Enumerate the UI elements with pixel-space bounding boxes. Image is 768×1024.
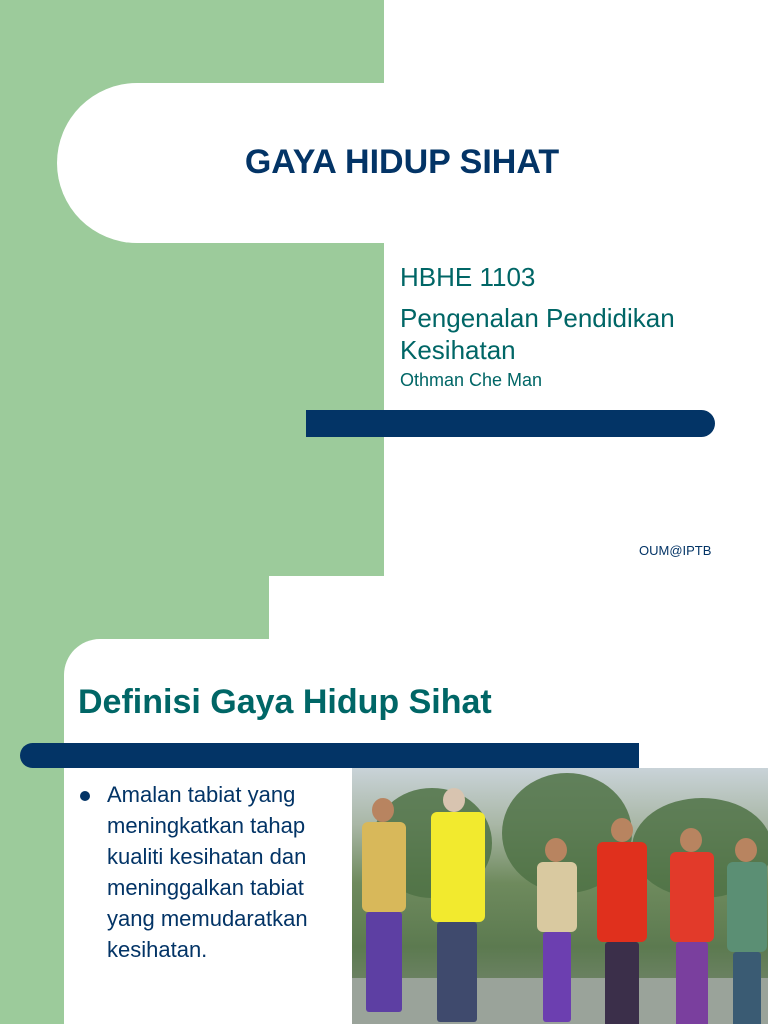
slide-definition [0, 576, 768, 1024]
course-subject: Pengenalan Pendidikan Kesihatan [400, 303, 675, 365]
course-code: HBHE 1103 [400, 262, 536, 292]
bullet-dot-icon [80, 791, 90, 801]
slide-title-text: GAYA HIDUP SIHAT [244, 143, 560, 181]
author-name: Othman Che Man [400, 370, 543, 390]
slide-footer: OUM@IPTB [639, 543, 712, 558]
slide-heading: Definisi Gaya Hidup Sihat [78, 683, 492, 721]
navy-accent-bar [306, 410, 715, 437]
bullet-text: Amalan tabiat yang meningkatkan tahap kualiti kesihatan dan meninggalkan tabiat yang memudaratkan kesihatan. [107, 782, 308, 962]
exercise-photo [352, 768, 768, 1024]
navy-accent-bar [20, 743, 639, 768]
